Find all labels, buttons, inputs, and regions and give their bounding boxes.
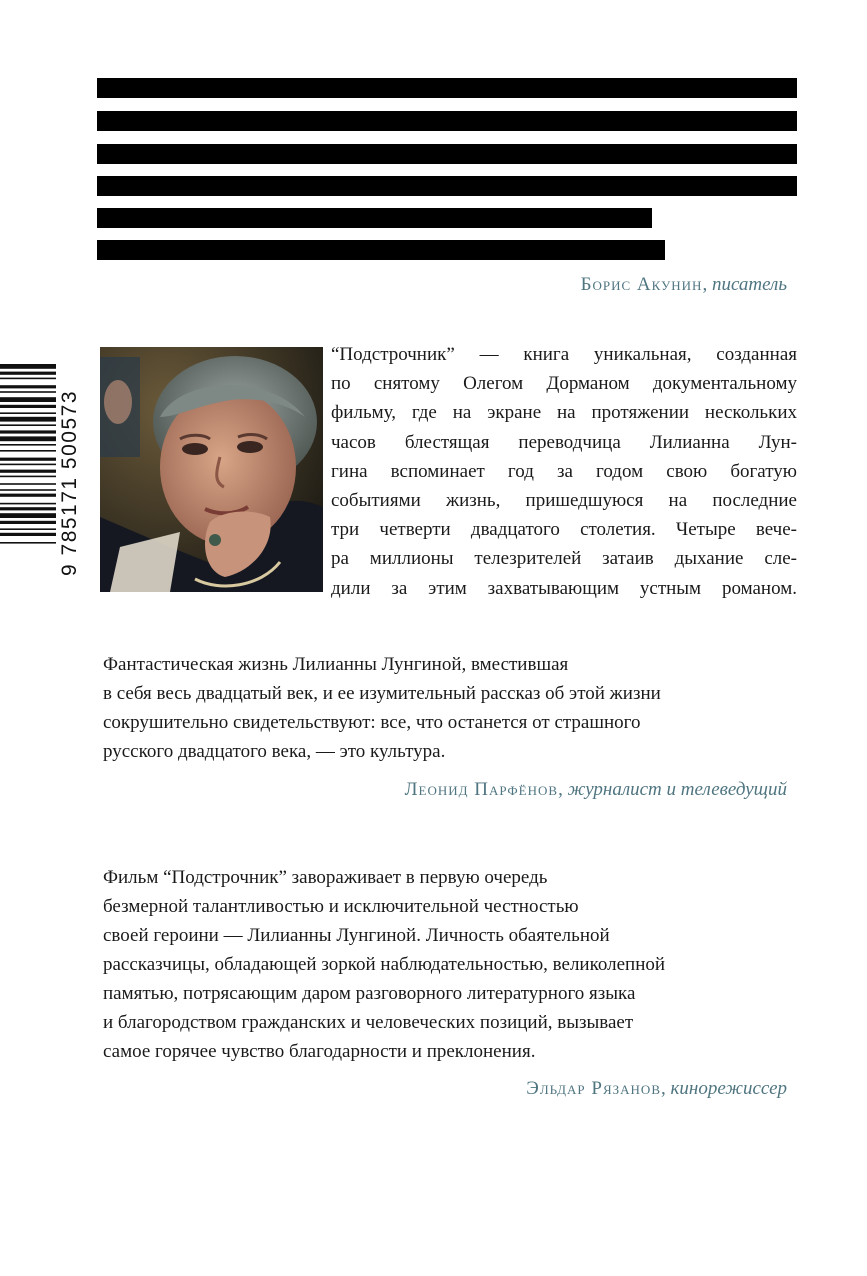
barcode-bar (0, 385, 56, 388)
barcode-bar (0, 444, 56, 446)
barcode-number: 9 785171 500573 (58, 390, 81, 576)
text-line: самое горячее чувство благодарности и преклонения. (103, 1041, 536, 1062)
barcode-bar (0, 405, 56, 408)
text-line: рассказчицы, обладающей зоркой наблюдательностью, великолепной (103, 954, 666, 975)
author-name: Борис Акунин (580, 274, 703, 295)
barcode-bar (0, 391, 56, 393)
barcode-bar (0, 528, 56, 530)
text-line: событиями жизнь, пришедшуюся на последние (331, 490, 797, 512)
author-name: Леонид Парфёнов (404, 779, 559, 800)
redaction-bar (97, 144, 797, 164)
text-line: памятью, потрясающим даром разговорного литературного языка (103, 983, 636, 1004)
barcode-bar (0, 430, 56, 433)
text-line: по снятому Олегом Дорманом документальному (331, 373, 797, 395)
barcode-bar (0, 503, 56, 505)
barcode-bar (0, 489, 56, 491)
redaction-bar (97, 240, 665, 260)
barcode-bar (0, 533, 56, 536)
barcode-bar (0, 397, 56, 402)
quote2-text (331, 340, 797, 603)
barcode-bar (0, 417, 56, 422)
barcode-bar (0, 364, 56, 369)
barcode-bar (0, 424, 56, 426)
text-line: сокрушительно свидетельствуют: все, что останется от страшного (103, 712, 641, 733)
barcode-bar (0, 470, 56, 473)
barcode-bar (0, 507, 56, 510)
barcode-bar (0, 372, 56, 375)
text-line: ра миллионы телезрителей затаив дыхание сле- (331, 548, 797, 570)
text-line: Фантастическая жизнь Лилианны Лунгиной, вместившая (103, 654, 569, 675)
portrait-photo (100, 347, 323, 592)
redaction-bar (97, 208, 652, 228)
quote4-text (103, 863, 665, 1066)
barcode-bar (0, 476, 56, 478)
quote4-attribution: Эльдар Рязанов, кинорежиссер (526, 1078, 787, 1099)
barcode-bar (0, 521, 56, 524)
text-line: гина вспоминает год за годом свою богатую (331, 460, 797, 482)
barcode-bar (0, 542, 56, 544)
text-line: фильму, где на экране на протяжении нескольких (331, 402, 797, 424)
text-line: в себя весь двадцатый век, и ее изумительный рассказ об этой жизни (103, 683, 661, 704)
redaction-bar (97, 111, 797, 131)
author-role: журналист и телеведущий (567, 779, 787, 800)
text-line: русского двадцатого века, — это культура. (103, 741, 446, 762)
author-role: писатель (711, 274, 787, 295)
quote1-attribution: Борис Акунин, писатель (580, 274, 787, 295)
barcode-bar (0, 483, 56, 485)
text-line: и благородством гражданских и человеческих позиций, вызывает (103, 1012, 634, 1033)
quote3-text (103, 650, 661, 766)
text-line: безмерной талантливостью и исключительной честностью (103, 896, 579, 917)
barcode-bar (0, 412, 56, 414)
barcode-bar (0, 494, 56, 497)
redaction-bar (97, 78, 797, 98)
text-line: “Подстрочник” — книга уникальная, созданная (331, 344, 797, 365)
barcode-bar (0, 458, 56, 461)
text-line: часов блестящая переводчица Лилианна Лун- (331, 431, 797, 453)
quote3-attribution: Леонид Парфёнов, журналист и телеведущий (404, 779, 787, 800)
text-line: своей героини — Лилианны Лунгиной. Личность обаятельной (103, 925, 610, 946)
text-line: дили за этим захватывающим устным романом. (331, 577, 797, 599)
barcode-bar (0, 464, 56, 466)
redaction-bar (97, 176, 797, 196)
text-line: три четверти двадцатого столетия. Четыре вече- (331, 519, 797, 541)
barcode-bar (0, 378, 56, 380)
barcode-bar (0, 450, 56, 452)
barcode-bar (0, 513, 56, 518)
barcode-bar (0, 436, 56, 441)
text-line: Фильм “Подстрочник” завораживает в первую очередь (103, 867, 548, 888)
author-name: Эльдар Рязанов (526, 1078, 661, 1099)
author-role: кинорежиссер (670, 1078, 787, 1099)
